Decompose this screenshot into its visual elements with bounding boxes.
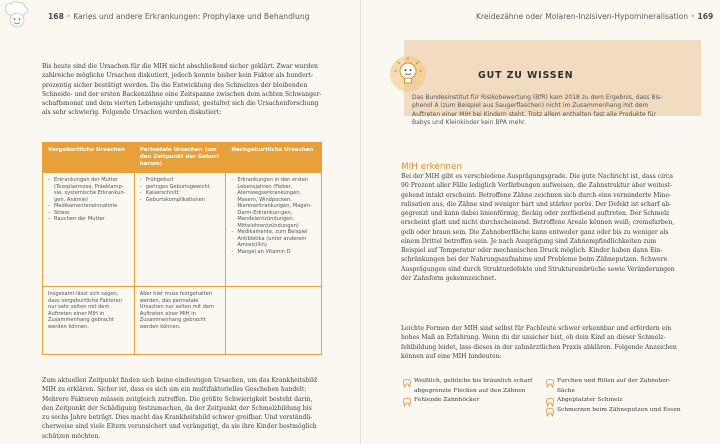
list-item: - Rauchen der Mutter (48, 216, 129, 223)
text-line: den Zeitpunkt der Schädigung festzumachen, da der Zeitpunkt der Schmelzbildung bis (42, 404, 312, 412)
text-line: Leichte Formen der MIH sind selbst für Fachleute schwer erkennbar und erfordern ein (401, 325, 672, 332)
table-note-cell: Insgesamt lässt sich sagen, dass vorgeburtliche Faktoren nur sehr selten mit dem Auftreten einer MIH in Zusammenhang gebracht werden können. (43, 287, 135, 355)
text-line: der Zahnform gekennzeichnet. (401, 274, 497, 282)
text-line: cherweise sind viele Eltern verunsichert und verängstigt, da sie ihre Kinder bestmöglich (42, 423, 317, 431)
sign-item: Fehlende Zahnhöcker (414, 397, 480, 403)
text-line: einem Drittel betroffen sein. Je nach Ausprägung sind Zahnempfindlichkeiten zum (401, 237, 657, 245)
sign-item: Schmerzen beim Zähneputzen und Essen (557, 407, 681, 413)
text-line: Bei der MIH gibt es verschiedene Ausprägungsgrade. Die gute Nachricht ist, dass circa (401, 173, 674, 180)
section-title: MIH erkennen (401, 162, 462, 172)
text-line: schaftsmonat und dem vierten Lebensjahr umfasst, gestaltet sich die Ursachenforschung (42, 100, 319, 107)
header-separator: • (66, 12, 71, 21)
table-header: Vorgeburtliche Ursachen (43, 143, 135, 173)
table-header: Perinatale Ursachen (um den Zeitpunkt der Geburt herum) (134, 143, 226, 173)
info-box-title: GUT ZU WISSEN (478, 70, 574, 81)
text-line: prozentig sicher bestätigt werden. Da die Entwicklung des Schmelzes der bleibenden (42, 81, 308, 89)
info-box-text (412, 94, 694, 127)
body-paragraph (401, 172, 698, 283)
signs-intro-paragraph (401, 324, 698, 361)
table-cell (43, 173, 135, 287)
closing-paragraph (42, 376, 326, 441)
sign-item: Abgeplatzter Schmelz (557, 397, 623, 403)
running-title: Kreidezähne oder Molaren-Inzisiven-Hypomineralisation (476, 12, 689, 21)
page-number: 169 (697, 12, 714, 21)
table-header: Nachgeburtliche Ursachen (226, 143, 322, 173)
text-line: Ausprägungen sind durch Strukturdefekte und Struktureinbrüche sowie Veränderungen (401, 265, 675, 273)
list-item: - Mangel an Vitamin D (231, 249, 316, 256)
tooth-icon (546, 379, 554, 388)
text-line: abgegrenzte Flecken auf den Zähnen (414, 387, 526, 394)
text-line: Weißlich, gelbliche bis bräunlich scharf (414, 378, 533, 384)
table-cell (134, 173, 226, 287)
list-item: - Medikamenteneinnahme (48, 203, 129, 210)
chef-mascot-icon (2, 0, 32, 30)
text-line: schränkungen bei der Nahrungsaufnahme und Probleme beim Zähneputzen. Schwere (401, 256, 668, 264)
tooth-icon (546, 408, 554, 417)
header-separator: • (690, 12, 696, 21)
tooth-icon (546, 398, 554, 407)
table-row (43, 173, 322, 287)
sign-item (557, 377, 671, 396)
text-line: hohes Maß an Erfahrung. Wenn du dir unsicher bist, ob dein Kind an dieser Schmelz- (401, 334, 666, 342)
page-header-left (48, 12, 309, 21)
list-item: - Erkrankungen in den ersten Lebensjahren (Fieber, Atemwegserkrankungen, Masern, Windpocken, Nierenerkrankungen, Magen-Darm-Erkrankun-gen, Mandelentzündungen, Mittelohrentzündungen) (231, 177, 316, 229)
text-line: Zum aktuellen Zeitpunkt finden sich keine eindeutigen Ursachen, um das Krankheitsbild (42, 377, 317, 384)
tooth-icon (403, 379, 411, 388)
text-line: Babys und Kleinkinder kein BPA mehr. (412, 118, 526, 126)
list-item: - Stress (48, 210, 129, 217)
text-line: fehlbildung leidet, lass dieses in der zahnärztlichen Praxis abklären. Folgende Anzeichen (401, 343, 677, 351)
text-line: Mehrere Faktoren müssen zeitgleich zutreffen. Die größte Schwierigkeit besteht darin, (42, 395, 313, 403)
text-line: Furchen und Rillen auf der Zahnober- (557, 378, 671, 384)
list-item: - Frühgeburt (140, 177, 221, 184)
list-item: - Erkrankungen der Mutter (Toxoplasmose, Präeklamp-sie, systemische Erkrankun-gen, Anämie) (48, 177, 129, 203)
text-line: Das Bundesinstitut für Risikobewertung (BfR) kam 2018 zu dem Ergebnis, dass Bis- (412, 94, 663, 101)
list-item: - Medikamente, zum Beispiel Antibiotika (unter anderem Amoxicillin) (231, 229, 316, 249)
table-empty-cell (226, 287, 322, 355)
text-line: können auf eine MIH hindeuten: (401, 352, 502, 360)
running-title: Karies und andere Erkrankungen: Prophylaxe und Behandlung (73, 12, 310, 21)
text-line: als sehr schwierig. Folgende Ursachen werden diskutiert: (42, 109, 222, 117)
text-line: gelb oder braun sein. Die Zahnoberfläche kann entweder ganz oder bis zu weniger als (401, 228, 669, 236)
sign-item (414, 377, 532, 396)
text-line: ralisation aus, die Zähne sind weniger hart und stärker porös. Der Defekt ist scharf ab- (401, 200, 672, 208)
causes-table (42, 142, 322, 355)
page-number: 168 (48, 12, 64, 21)
list-item: - geringes Geburtsgewicht (140, 184, 221, 191)
text-line: schützen möchten. (42, 432, 101, 440)
text-line: zu sechs Jahre beträgt. Dies macht das Krankheitsbild schwer greifbar. Und verständli- (42, 414, 313, 421)
page-header-right (476, 12, 713, 21)
text-line: Auftreten einer MIH bei Kindern steht. Trotz allem enthalten fast alle Produkte für (412, 110, 656, 118)
intro-paragraph (42, 62, 326, 118)
table-cell (226, 173, 322, 287)
table-header-row (43, 143, 322, 173)
list-item: - Kaiserschnitt (140, 190, 221, 197)
bulb-mascot-icon (389, 55, 427, 93)
text-line: gegrenzt und kann dabei linienförmig, fleckig oder zerfließend auftreten. Der Schmelz (401, 210, 670, 217)
text-line: gehend intakt erscheint. Betroffene Zähne zeichnen sich durch eine verminderte Mine- (401, 191, 672, 199)
table-note-cell: Aber hier muss festgehalten werden, das perinatale Ursachen nur selten mit dem Auftreten einer MIH in Zusammenhang gebracht werden können. (134, 287, 226, 355)
text-line: zahlreiche mögliche Ursachen diskutiert, jedoch konnte bisher kein Faktor als hundert- (42, 72, 314, 80)
text-line: erscheint glatt und nicht durchscheinend. Betroffene Areale können weiß, cremefarben, (401, 219, 675, 227)
text-line: fläche (557, 387, 576, 394)
tooth-icon (403, 398, 411, 407)
list-item: - Geburtskomplikationen (140, 197, 221, 204)
text-line: MIH zu erklären. Sicher ist, dass es sich um ein multifaktorielles Geschehen handelt: (42, 386, 307, 394)
text-line: phenol A (zum Beispiel aus Saugerflaschen) nicht im Zusammenhang mit dem (412, 102, 649, 110)
text-line: Schneide- und der ersten Backenzähne eine Zeitspanne zwischen dem achten Schwanger- (42, 90, 322, 98)
table-row (43, 287, 322, 355)
text-line: 90 Prozent aller Fälle lediglich Verfärbungen aufweisen, die Zahnstruktur aber weitest- (401, 182, 673, 190)
text-line: Bis heute sind die Ursachen für die MIH nicht abschließend sicher geklärt. Zwar wurden (42, 63, 318, 70)
text-line: Beispiel auf Temperatur oder mechanischen Druck möglich. Kinder haben dann Ein- (401, 247, 663, 254)
